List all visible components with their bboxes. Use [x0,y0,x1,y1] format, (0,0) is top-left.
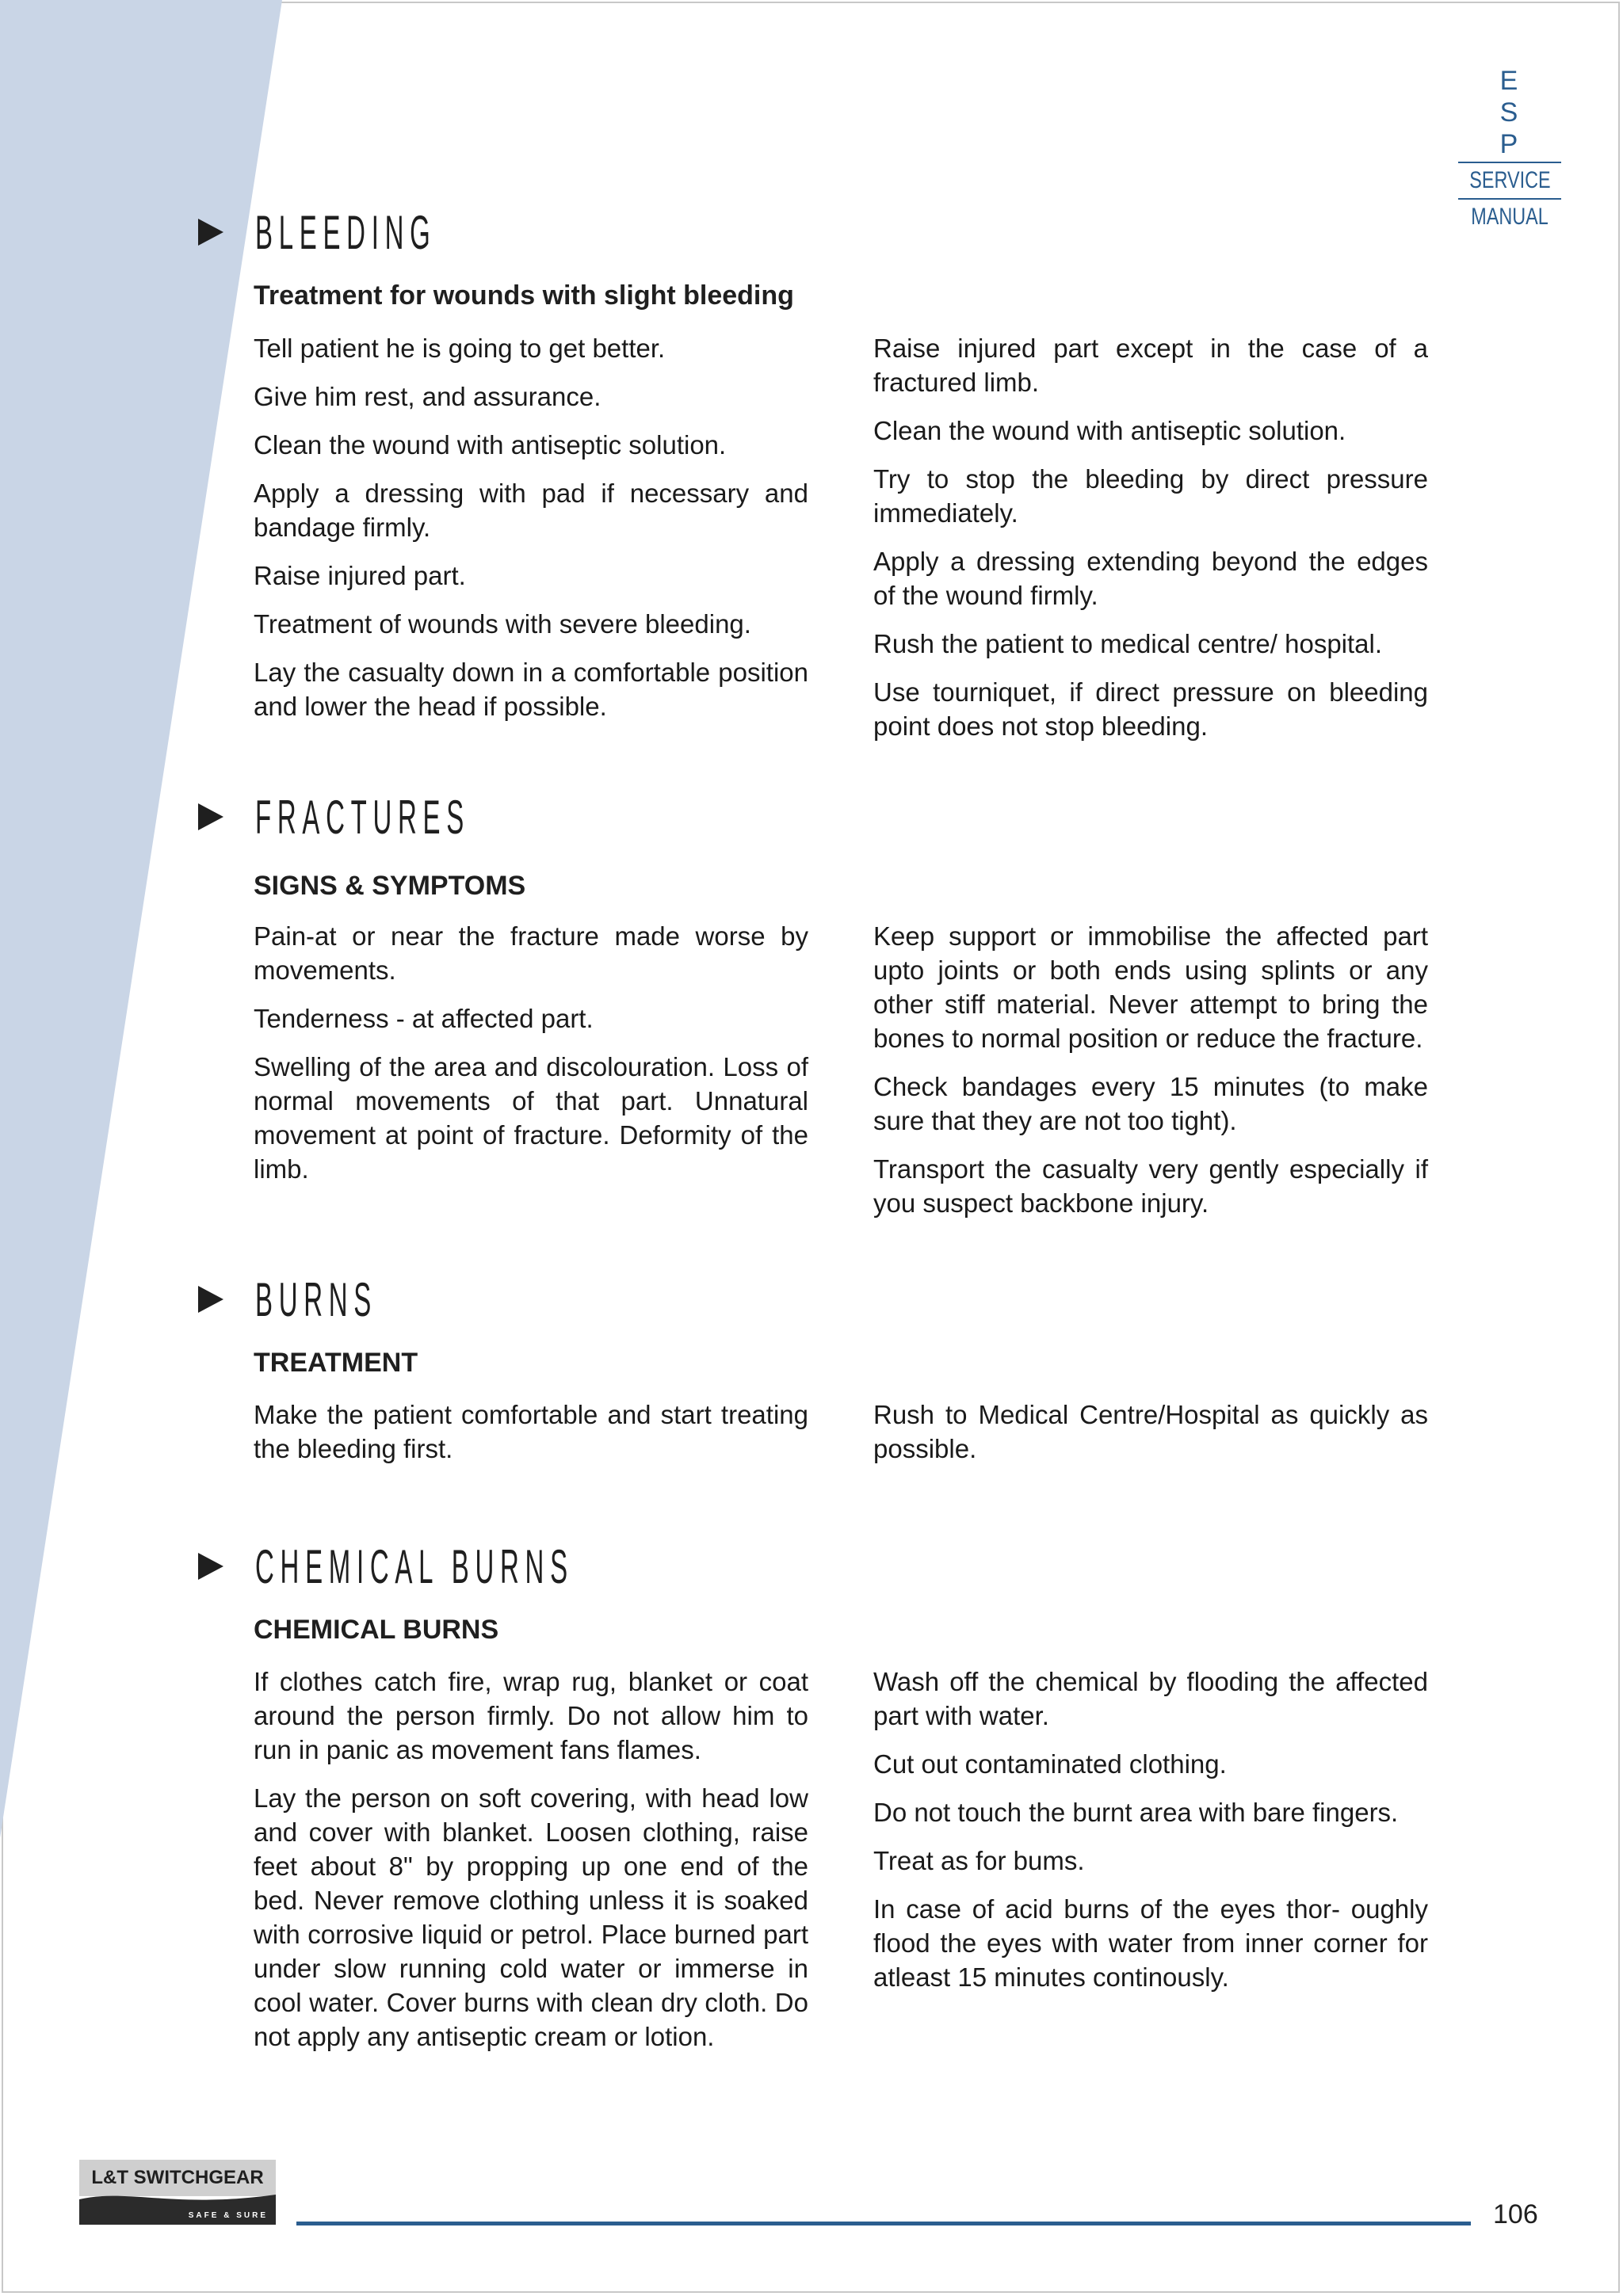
paragraph: Wash off the chemical by flooding the affected part with water. [873,1667,1428,1730]
fractures-left-column [254,919,808,1200]
triangle-bullet-icon [198,1286,223,1313]
fractures-right-column [873,919,1428,1234]
page-number: 106 [1493,2199,1538,2229]
paragraph: Tell patient he is going to get better. [254,334,666,363]
logo-divider [1458,198,1561,200]
logo-line-2: MANUAL [1471,204,1549,230]
paragraph: Transport the casualty very gently especially if you suspect backbone injury. [873,1154,1428,1218]
section-subtitle: CHEMICAL BURNS [254,1615,499,1645]
section-subtitle: TREATMENT [254,1348,418,1378]
paragraph: In case of acid burns of the eyes thor- oughly flood the eyes with water from inner corner for atleast 15 minutes continously. [873,1894,1428,1992]
paragraph: Tenderness - at affected part. [254,1004,594,1033]
paragraph: Give him rest, and assurance. [254,382,601,411]
paragraph: Lay the person on soft covering, with head low and cover with blanket. Loosen clothing, raise feet about 8" by propping up one end of the bed. Never remove clothing unless it is soaked with corrosive liquid or petrol. Place burned part under slow running cold water or immerse in cool water. Cover burns with clean dry cloth. Do not apply any antiseptic cream or lotion. [254,1783,808,2051]
triangle-bullet-icon [198,219,223,246]
paragraph: Raise injured part except in the case of a fractured limb. [873,334,1428,397]
chemical-right-column [873,1665,1428,2008]
paragraph: Make the patient comfortable and start treating the bleeding first. [254,1400,808,1463]
paragraph: Try to stop the bleeding by direct pressure immediately. [873,464,1428,528]
paragraph: Cut out contaminated clothing. [873,1749,1227,1779]
brand-name: L&T SWITCHGEAR [79,2160,276,2196]
brand-tagline: SAFE & SURE [188,2211,268,2220]
triangle-bullet-icon [198,803,223,830]
paragraph: Pain-at or near the fracture made worse by movements. [254,921,808,985]
side-wedge-decoration [0,0,285,2296]
paragraph: Swelling of the area and discolouration. Loss of normal movements of that part. Unnatural movement at point of fracture. Deformity of the limb. [254,1052,808,1184]
paragraph: Raise injured part. [254,561,466,590]
section-title: CHEMICAL BURNS [255,1539,574,1593]
section-heading [198,1539,834,1594]
burns-right-column [873,1398,1428,1480]
paragraph: Rush to Medical Centre/Hospital as quickly as possible. [873,1400,1428,1463]
section-title: BURNS [255,1272,378,1326]
logo-top-text: E S P [1499,66,1534,159]
logo-line-1: SERVICE [1469,167,1551,193]
logo-divider [1458,162,1561,163]
burns-left-column [254,1398,808,1480]
paragraph: Do not touch the burnt area with bare fingers. [873,1798,1399,1827]
paragraph: Use tourniquet, if direct pressure on bleeding point does not stop bleeding. [873,677,1428,741]
section-heading [198,789,646,845]
chemical-left-column [254,1665,808,2068]
paragraph: Lay the casualty down in a comfortable position and lower the head if possible. [254,658,808,721]
section-title: BLEEDING [255,205,437,259]
bleeding-left-column [254,331,808,738]
section-subtitle: SIGNS & SYMPTOMS [254,871,526,901]
paragraph: Treat as for bums. [873,1846,1085,1875]
paragraph: If clothes catch fire, wrap rug, blanket or coat around the person firmly. Do not allow him to run in panic as movement fans flames. [254,1667,808,1764]
paragraph: Apply a dressing extending beyond the edges of the wound firmly. [873,547,1428,610]
paragraph: Rush the patient to medical centre/ hospital. [873,629,1383,658]
triangle-bullet-icon [198,1553,223,1580]
section-title: FRACTURES [255,790,470,844]
lt-switchgear-logo [79,2160,276,2225]
paragraph: Treatment of wounds with severe bleeding. [254,609,751,639]
paragraph: Clean the wound with antiseptic solution. [873,416,1346,445]
esp-service-manual-logo [1458,65,1561,233]
footer-divider [296,2222,1471,2225]
paragraph: Keep support or immobilise the affected part upto joints or both ends using splints or any other stiff material. Never attempt to bring the bones to normal position or reduce the fracture. [873,921,1428,1053]
section-subtitle: Treatment for wounds with slight bleeding [254,280,794,311]
bleeding-right-column [873,331,1428,757]
section-heading [198,204,584,260]
section-heading [198,1272,477,1327]
paragraph: Clean the wound with antiseptic solution. [254,430,727,460]
paragraph: Apply a dressing with pad if necessary and bandage firmly. [254,479,808,542]
paragraph: Check bandages every 15 minutes (to make sure that they are not too tight). [873,1072,1428,1135]
